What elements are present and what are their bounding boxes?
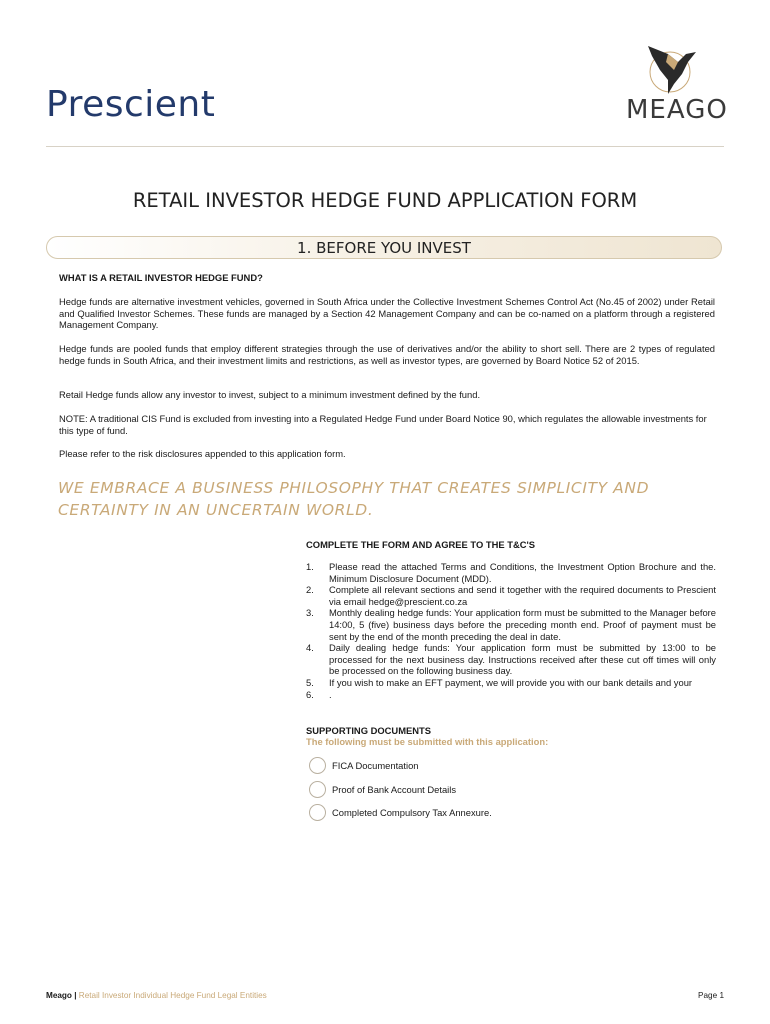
list-item: 5. If you wish to make an EFT payment, we will provide you with our bank details and your <box>306 676 693 688</box>
list-item: 4. Daily dealing hedge funds: Your application form must be submitted by 13:00 to be processed for the next business day. Instructions received after these cut off times will only be processed on the following business day. <box>306 642 716 677</box>
hummingbird-icon <box>638 40 700 96</box>
paragraph-pooled-funds: Hedge funds are pooled funds that employ different strategies through the use of derivatives and/or the ability to short sell. There are 2 types of regulated hedge funds in South Africa, and their investment limits and restrictions, as well as investor types, are governed by Board Notice 52 of 2015. <box>59 343 715 366</box>
steps-list <box>306 561 716 700</box>
page-number: Page 1 <box>698 991 724 1000</box>
checkbox-label: Proof of Bank Account Details <box>332 783 457 795</box>
question-heading: WHAT IS A RETAIL INVESTOR HEDGE FUND? <box>59 272 263 283</box>
paragraph-retail-funds: Retail Hedge funds allow any investor to invest, subject to a minimum investment defined by the fund. <box>59 389 481 400</box>
header-divider <box>46 146 724 147</box>
footer-brand: Meago <box>46 991 72 1000</box>
section-title: 1. BEFORE YOU INVEST <box>297 239 471 257</box>
footer-subtitle: Retail Investor Individual Hedge Fund Legal Entities <box>78 991 267 1000</box>
list-item: 3. Monthly dealing hedge funds: Your application form must be submitted to the Manager before 14:00, 5 (five) business days before the preceding month end. Proof of payment must be sent by the end of the month preceding the deal in date. <box>306 607 716 642</box>
supporting-documents-heading: SUPPORTING DOCUMENTS <box>306 725 432 736</box>
checkbox-label: FICA Documentation <box>332 759 419 771</box>
checkbox-circle-icon[interactable] <box>309 757 326 774</box>
list-item: 2. Complete all relevant sections and send it together with the required documents to Prescient via email hedge@prescient.co.za <box>306 584 716 607</box>
footer-separator: | <box>71 991 79 1000</box>
paragraph-note: NOTE: A traditional CIS Fund is excluded from investing into a Regulated Hedge Fund under Board Notice 90, which regulates the allowable investments for this type of fund. <box>59 413 707 436</box>
checkbox-fica-documentation[interactable] <box>309 755 419 775</box>
philosophy-statement: WE EMBRACE A BUSINESS PHILOSOPHY THAT CREATES SIMPLICITY AND CERTAINTY IN AN UNCERTAIN WORLD. <box>58 479 650 519</box>
supporting-documents-subheading: The following must be submitted with this application: <box>306 736 549 747</box>
checkbox-circle-icon[interactable] <box>309 804 326 821</box>
form-title: RETAIL INVESTOR HEDGE FUND APPLICATION FORM <box>132 189 638 212</box>
paragraph-hedge-funds-definition: Hedge funds are alternative investment vehicles, governed in South Africa under the Collective Investment Schemes Control Act (No.45 of 2002) under Retail and Qualified Investor Schemes. These funds are managed by a Section 42 Management Company and can be co-named on a platform through a registered Management Company. <box>59 296 715 331</box>
paragraph-risk-disclosures: Please refer to the risk disclosures appended to this application form. <box>59 448 346 459</box>
checkbox-label: Completed Compulsory Tax Annexure. <box>332 806 492 818</box>
list-item: 1. Please read the attached Terms and Conditions, the Investment Option Brochure and the. Minimum Disclosure Document (MDD). <box>306 561 716 584</box>
checkbox-circle-icon[interactable] <box>309 781 326 798</box>
checkbox-proof-of-bank[interactable] <box>309 779 456 799</box>
list-item: 6. . <box>306 688 332 700</box>
prescient-logo: Prescient <box>46 84 216 125</box>
footer-document-name <box>46 991 267 1000</box>
checkbox-tax-annexure[interactable] <box>309 802 492 822</box>
meago-logo: MEAGO <box>626 95 728 125</box>
complete-form-heading: COMPLETE THE FORM AND AGREE TO THE T&C'S <box>306 539 535 550</box>
